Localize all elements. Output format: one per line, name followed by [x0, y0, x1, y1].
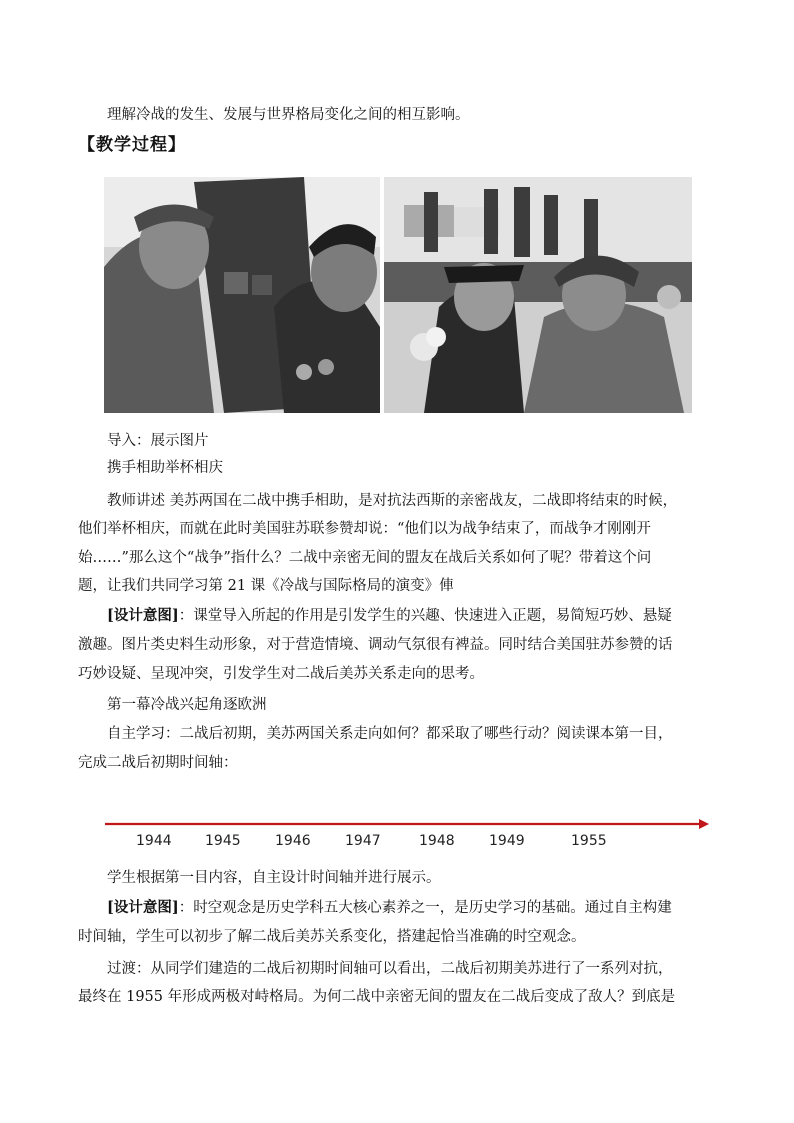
students-line: 学生根据第一目内容，自主设计时间轴并进行展示。	[107, 870, 441, 886]
paragraph-1-line-1: 教师讲述 美苏两国在二战中携手相助，是对抗法西斯的亲密战友，二战即将结束的时候，	[107, 493, 678, 509]
photo-soviet-soldiers-toast	[104, 177, 380, 413]
section-heading: 【教学过程】	[78, 135, 186, 155]
teaching-goal-line: 理解冷战的发生、发展与世界格局变化之间的相互影响。	[107, 107, 470, 123]
self-study-line-1: 自主学习：二战后初期，美苏两国关系走向如何？都采取了哪些行动？阅读课本第一目，	[107, 726, 673, 742]
timeline-year-1949: 1949	[489, 833, 525, 849]
intro-label: 导入：展示图片	[107, 433, 209, 449]
timeline-year-1955: 1955	[571, 833, 607, 849]
timeline-year-1947: 1947	[345, 833, 381, 849]
timeline-year-1945: 1945	[205, 833, 241, 849]
timeline-year-1948: 1948	[419, 833, 455, 849]
intro-title: 携手相助举杯相庆	[107, 460, 223, 476]
design-intent-text: ：课堂导入所起的作用是引发学生的兴趣、快速进入正题，易简短巧妙、悬疑	[178, 608, 672, 624]
design-intent-2-line-2: 时间轴，学生可以初步了解二战后美苏关系变化，搭建起恰当准确的时空观念。	[78, 929, 586, 945]
design-intent-2-line-1	[107, 899, 672, 917]
design-intent-tag: [设计意图]	[107, 607, 179, 624]
transition-line-1: 过渡：从同学们建造的二战后初期时间轴可以看出，二战后初期美苏进行了一系列对抗，	[107, 961, 673, 977]
timeline-year-1946: 1946	[275, 833, 311, 849]
paragraph-1-line-3: 始……”那么这个“战争”指什么？二战中亲密无间的盟友在战后关系如何了呢？带着这个问	[78, 550, 652, 566]
design-intent-1-line-2: 激趣。图片类史料生动形象，对于营造情境、调动气氛很有裨益。同时结合美国驻苏参赞的话	[78, 637, 673, 653]
paragraph-1-line-4: 题，让我们共同学习第 21 课《冷战与国际格局的演变》俥	[78, 578, 454, 594]
design-intent-1-line-3: 巧妙设疑、呈现冲突，引发学生对二战后美苏关系走向的思考。	[78, 666, 484, 682]
act-1-title: 第一幕冷战兴起角逐欧洲	[107, 697, 267, 713]
paragraph-1-line-2: 他们举杯相庆，而就在此时美国驻苏联参赞却说：“他们以为战争结束了，而战争才刚刚开	[78, 521, 651, 537]
timeline-year-1944: 1944	[136, 833, 172, 849]
design-intent-text: ：时空观念是历史学科五大核心素养之一，是历史学习的基础。通过自主构建	[178, 900, 672, 916]
timeline-arrow	[105, 817, 711, 831]
design-intent-tag: [设计意图]	[107, 899, 179, 916]
self-study-line-2: 完成二战后初期时间轴：	[78, 755, 238, 771]
transition-line-2: 最终在 1955 年形成两极对峙格局。为何二战中亲密无间的盟友在二战后变成了敌人？到底是	[78, 989, 676, 1005]
photo-us-soviet-meeting	[384, 177, 692, 413]
design-intent-1-line-1	[107, 607, 672, 625]
